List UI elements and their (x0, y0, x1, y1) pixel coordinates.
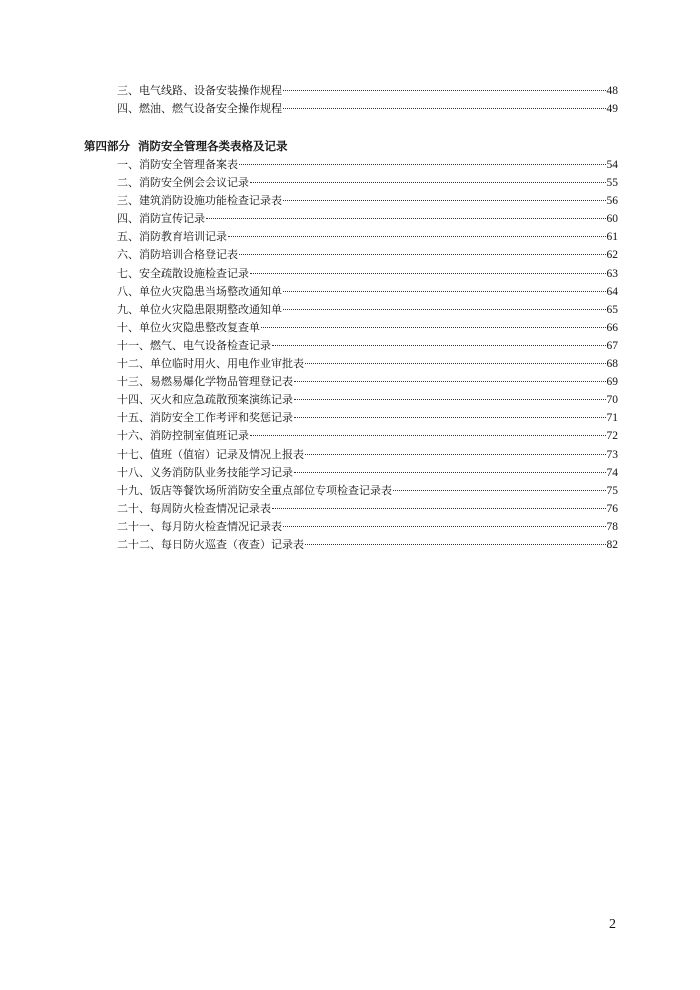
toc-entry-label: 一、消防安全管理备案表 (117, 158, 238, 171)
toc-entry-page: 78 (606, 520, 618, 533)
toc-entry-page: 71 (606, 412, 618, 425)
page-number: 2 (609, 917, 616, 932)
toc-entry-page: 74 (606, 466, 618, 479)
toc-entry[interactable] (84, 174, 618, 192)
toc-entry-label: 十二、单位临时用火、用电作业审批表 (117, 357, 304, 371)
toc-entry-page: 60 (606, 213, 618, 226)
dot-leader (393, 490, 606, 491)
toc-entry-label: 二十、每周防火检查情况记录表 (117, 501, 271, 515)
toc-entry[interactable] (84, 228, 618, 246)
part-title: 消防安全管理各类表格及记录 (138, 139, 288, 153)
toc-entry[interactable] (84, 355, 618, 373)
dot-leader (283, 200, 606, 201)
toc-entry[interactable] (84, 427, 618, 445)
toc-entry-page: 62 (606, 249, 618, 262)
part-heading[interactable] (84, 136, 618, 156)
toc-entry[interactable] (84, 301, 618, 319)
toc-entry[interactable] (84, 337, 618, 355)
toc-entry[interactable] (84, 482, 618, 500)
toc-entry-list (84, 156, 618, 554)
toc-entry-label: 七、安全疏散设施检查记录 (117, 266, 249, 280)
toc-entry-label: 三、电气线路、设备安装操作规程 (117, 84, 282, 97)
toc-entry-label: 九、单位火灾隐患限期整改通知单 (117, 302, 282, 316)
dot-leader (294, 417, 606, 418)
toc-entry[interactable] (84, 409, 618, 427)
toc-entry-page: 54 (606, 159, 618, 171)
toc-entry-label: 十三、易燃易爆化学物品管理登记表 (117, 375, 293, 389)
toc-entry-label: 十一、燃气、电气设备检查记录 (117, 338, 271, 352)
toc-entry-label: 六、消防培训合格登记表 (117, 248, 238, 262)
toc-entry[interactable] (84, 319, 618, 337)
toc-section-continued (84, 82, 618, 118)
toc-entry[interactable] (84, 82, 618, 100)
toc-entry[interactable] (84, 192, 618, 210)
toc-entry-page: 82 (606, 538, 618, 551)
toc-entry-label: 二十一、每月防火检查情况记录表 (117, 519, 282, 533)
dot-leader (283, 90, 606, 91)
toc-entry[interactable] (84, 265, 618, 283)
toc-entry[interactable] (84, 246, 618, 264)
dot-leader (239, 254, 606, 255)
toc-entry-page: 67 (606, 339, 618, 352)
toc-entry-label: 十七、值班（值宿）记录及情况上报表 (117, 447, 304, 461)
toc-entry-page: 70 (606, 394, 618, 407)
toc-entry[interactable] (84, 518, 618, 536)
dot-leader (294, 381, 606, 382)
dot-leader (272, 345, 606, 346)
toc-entry[interactable] (84, 100, 618, 118)
toc-entry-label: 十五、消防安全工作考评和奖惩记录 (117, 411, 293, 425)
toc-entry[interactable] (84, 373, 618, 391)
toc-entry-page: 48 (606, 85, 618, 97)
dot-leader (250, 273, 606, 274)
toc-entry-page: 65 (606, 303, 618, 316)
toc-entry[interactable] (84, 210, 618, 228)
dot-leader (239, 164, 606, 165)
dot-leader (228, 236, 606, 237)
toc-entry-label: 十六、消防控制室值班记录 (117, 429, 249, 443)
toc-entry-label: 三、建筑消防设施功能检查记录表 (117, 194, 282, 208)
toc-entry-label: 十九、饭店等餐饮场所消防安全重点部位专项检查记录表 (117, 483, 392, 497)
toc-entry[interactable] (84, 536, 618, 554)
dot-leader (294, 399, 606, 400)
dot-leader (206, 218, 606, 219)
toc-entry-page: 63 (606, 267, 618, 280)
toc-entry-label: 十八、义务消防队业务技能学习记录 (117, 465, 293, 479)
part-label: 第四部分 (84, 139, 130, 153)
dot-leader (283, 526, 606, 527)
toc-entry-label: 二十二、每日防火巡查（夜查）记录表 (117, 537, 304, 551)
toc-entry-page: 49 (606, 103, 618, 116)
dot-leader (283, 309, 606, 310)
toc-entry-page: 68 (606, 358, 618, 371)
toc-entry-page: 55 (606, 177, 618, 190)
toc-entry-label: 五、消防教育培训记录 (117, 230, 227, 244)
toc-entry[interactable] (84, 391, 618, 409)
toc-entry-page: 75 (606, 484, 618, 497)
toc-entry-page: 61 (606, 231, 618, 244)
toc-entry[interactable] (84, 156, 618, 174)
toc-entry-label: 八、单位火灾隐患当场整改通知单 (117, 284, 282, 298)
dot-leader (250, 182, 606, 183)
toc-entry-page: 56 (606, 195, 618, 208)
toc-entry[interactable] (84, 500, 618, 518)
toc-entry[interactable] (84, 464, 618, 482)
dot-leader (305, 363, 606, 364)
toc-entry[interactable] (84, 446, 618, 464)
dot-leader (305, 544, 606, 545)
toc-entry[interactable] (84, 283, 618, 301)
dot-leader (305, 454, 606, 455)
dot-leader (250, 435, 606, 436)
toc-entry-page: 76 (606, 502, 618, 515)
toc-entry-label: 十、单位火灾隐患整改复查单 (117, 320, 260, 334)
toc-entry-page: 69 (606, 376, 618, 389)
toc-entry-page: 64 (606, 285, 618, 298)
toc-entry-label: 四、消防宣传记录 (117, 212, 205, 226)
dot-leader (283, 291, 606, 292)
toc-section-part4 (84, 136, 618, 554)
toc-entry-page: 73 (606, 448, 618, 461)
dot-leader (294, 472, 606, 473)
dot-leader (261, 327, 606, 328)
dot-leader (272, 508, 606, 509)
toc-entry-label: 四、燃油、燃气设备安全操作规程 (117, 102, 282, 116)
toc-entry-label: 十四、灭火和应急疏散预案演练记录 (117, 393, 293, 407)
toc-entry-label: 二、消防安全例会会议记录 (117, 176, 249, 190)
toc-entry-page: 66 (606, 321, 618, 334)
toc-entry-page: 72 (606, 430, 618, 443)
dot-leader (283, 108, 606, 109)
